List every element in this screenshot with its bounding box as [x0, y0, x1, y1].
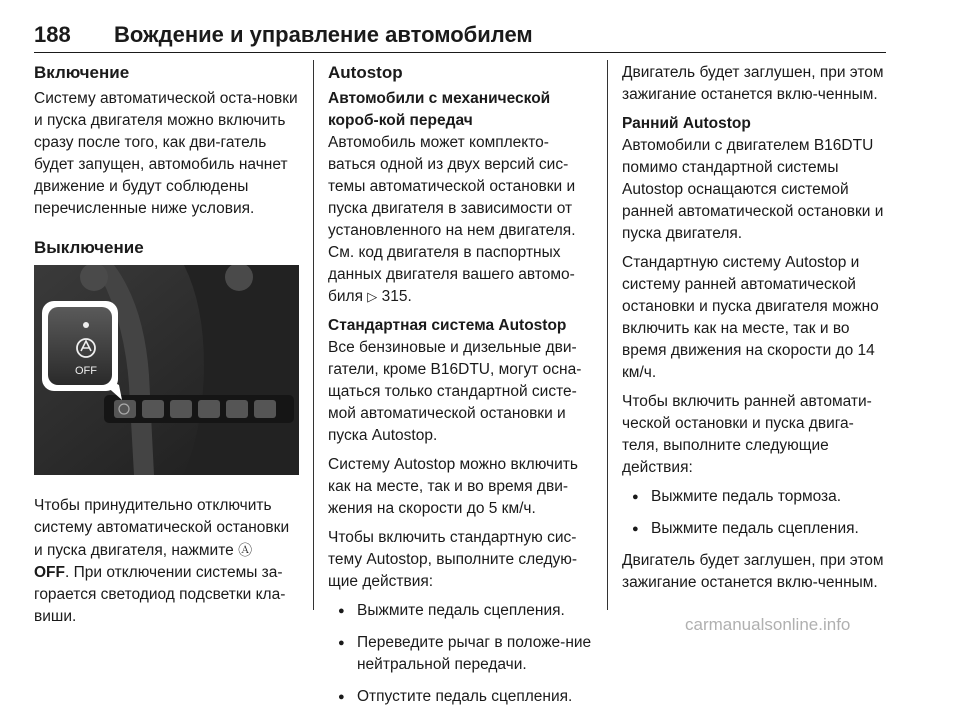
list-item: ● Переведите рычаг в положе-ние нейтральной передачи.: [328, 632, 594, 676]
list-item: ● Выжмите педаль сцепления.: [622, 518, 888, 540]
paragraph-enable: Чтобы включить стандартную сис-тему Autostop, выполните следую-щие действия:: [328, 529, 578, 590]
subheading-manual: Автомобили с механической короб-кой передач: [328, 90, 551, 129]
heading-on: Включение: [34, 63, 130, 82]
off-button-label: OFF: [34, 564, 65, 581]
column-divider-2: [607, 60, 608, 610]
subheading-standard: Стандартная система Autostop: [328, 317, 567, 334]
list-item: ● Выжмите педаль сцепления.: [328, 600, 594, 622]
paragraph-on: Систему автоматической оста-новки и пуска двигателя можно включить сразу после того, как дви-гатель будет запущен, автомобиль начнет движение и будут соблюдены перечисленные ниже условия.: [34, 90, 298, 217]
column-3: [622, 62, 888, 601]
column-2: [328, 62, 594, 718]
triangle-pointer-icon: ▷: [367, 289, 378, 304]
paragraph-both-systems: Стандартную систему Autostop и систему ранней автоматической остановки и пуска двигателя можно включить как на месте, так и во время движения на скорости до 14 км/ч.: [622, 254, 879, 381]
paragraph-off-before: Чтобы принудительно отключить систему автоматической остановки и пуска двигателя, нажмите: [34, 497, 290, 559]
subheading-early: Ранний Autostop: [622, 115, 751, 132]
list-item: ● Выжмите педаль тормоза.: [622, 486, 888, 508]
paragraph-off-after: . При отключении системы за-горается светодиод подсветки кла-виши.: [34, 564, 286, 625]
heading-autostop: Autostop: [328, 63, 403, 82]
paragraph-engine-off: Двигатель будет заглушен, при этом зажигание останется вклю-ченным.: [622, 64, 884, 103]
paragraph-standard: Все бензиновые и дизельные дви-гатели, кроме B16DTU, могут осна-щаться только стандартной систе-мой автоматической остановки и пуска Autostop.: [328, 339, 582, 444]
paragraph-versions: Автомобиль может комплекто-ваться одной из двух версий сис-темы автоматической остановки и пуска двигателя в зависимости от установленного на нем двигателя. См. код двигателя в паспортных данных двигателя вашего автомо-биля ▷ 315.: [328, 134, 576, 305]
paragraph-b16dtu: Автомобили с двигателем B16DTU помимо стандартной системы Autostop оснащаются системой ранней автоматической остановки и пуска двигателя.: [622, 137, 884, 242]
paragraph-versions-text: Автомобиль может комплекто-ваться одной из двух версий сис-темы автоматической остановки и пуска двигателя в зависимости от установленного на нем двигателя. См. код двигателя в паспортных данных двигателя вашего автомо-биля: [328, 134, 576, 305]
watermark: carmanualsonline.info: [685, 615, 851, 634]
illustration-off-label: OFF: [75, 365, 97, 377]
early-steps-list: [622, 486, 888, 540]
column-1: [34, 62, 300, 635]
reference-page[interactable]: 315: [381, 288, 408, 305]
autostop-button-illustration: [34, 265, 299, 475]
paragraph-speed: Систему Autostop можно включить как на месте, так и во время дви-жения на скорости до 5 км/ч.: [328, 456, 578, 517]
paragraph-enable-early: Чтобы включить ранней автомати-ческой остановки и пуска двига-теля, выполните следующие действия:: [622, 393, 872, 476]
standard-steps-list: [328, 600, 594, 708]
page-number: 188: [34, 22, 71, 47]
column-divider-1: [313, 60, 314, 610]
autostop-a-icon: Ⓐ: [238, 542, 253, 558]
header-rule: [34, 52, 886, 53]
page-title: Вождение и управление автомобилем: [114, 22, 533, 47]
list-item: ● Отпустите педаль сцепления.: [328, 686, 594, 708]
paragraph-engine-off-2: Двигатель будет заглушен, при этом зажигание останется вклю-ченным.: [622, 552, 884, 591]
paragraph-off: [34, 495, 300, 628]
heading-off: Выключение: [34, 238, 144, 257]
page-header: [34, 22, 886, 52]
